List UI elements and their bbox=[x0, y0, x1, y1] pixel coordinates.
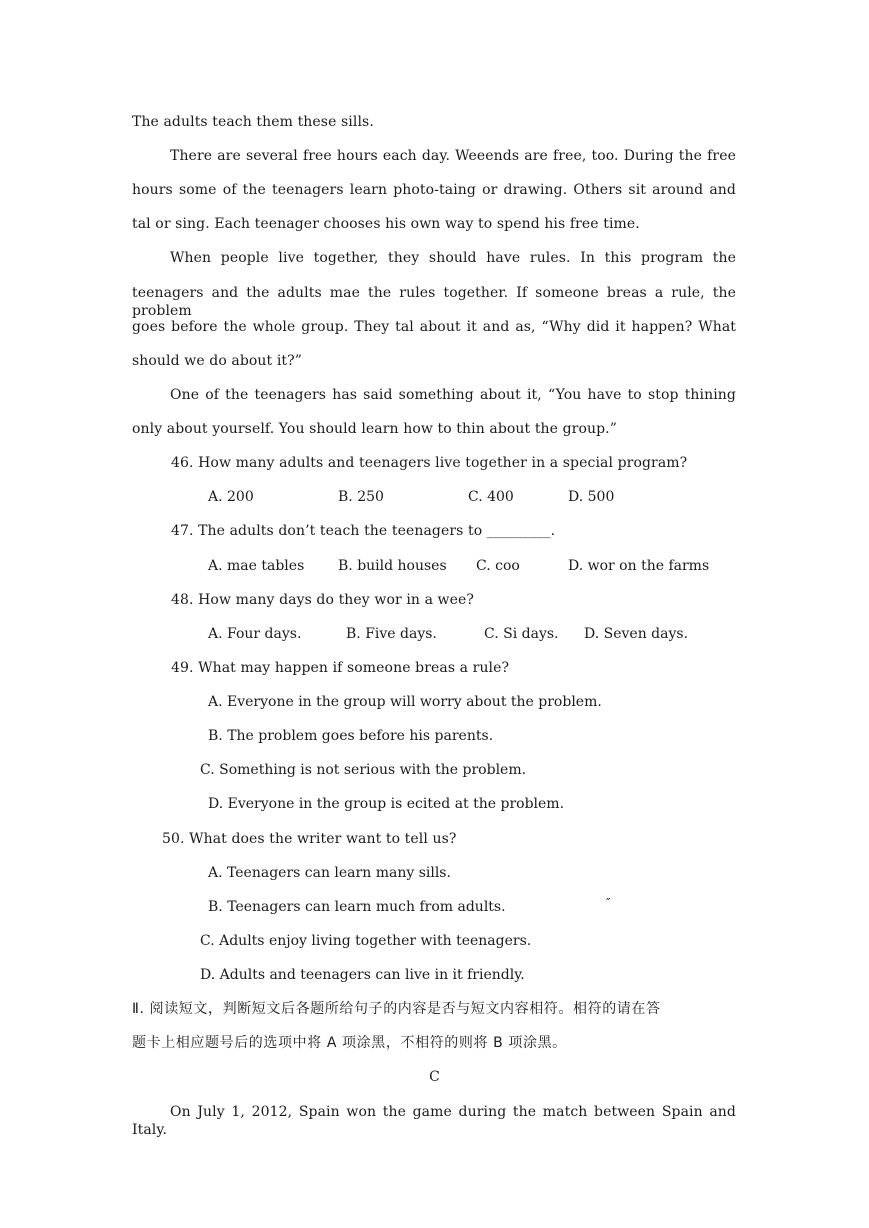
passage-line: teenagers and the adults mae the rules together. If someone breas a rule, the problem bbox=[132, 285, 736, 319]
question-50-option-b: B. Teenagers can learn much from adults. bbox=[208, 899, 506, 915]
passage-line: When people live together, they should have rules. In this program the bbox=[170, 250, 736, 266]
passage-heading: C bbox=[429, 1069, 440, 1085]
question-49-option-a: A. Everyone in the group will worry about the problem. bbox=[208, 694, 602, 710]
passage-line: goes before the whole group. They tal about it and as, “Why did it happen? What bbox=[132, 319, 736, 335]
question-50-stem: 50. What does the writer want to tell us? bbox=[162, 831, 457, 847]
section-2-instruction: 题卡上相应题号后的选项中将 A 项涂黑，不相符的则将 B 项涂黑。 bbox=[132, 1035, 567, 1051]
passage-line: should we do about it?” bbox=[132, 353, 302, 369]
question-50-option-a: A. Teenagers can learn many sills. bbox=[208, 865, 451, 881]
stray-mark: ″ bbox=[606, 896, 611, 910]
question-48-option-b: B. Five days. bbox=[346, 626, 437, 642]
question-50-option-d: D. Adults and teenagers can live in it friendly. bbox=[200, 967, 525, 983]
question-49-option-b: B. The problem goes before his parents. bbox=[208, 728, 494, 744]
passage-line: The adults teach them these sills. bbox=[132, 114, 374, 130]
passage-line: hours some of the teenagers learn photo-taing or drawing. Others sit around and bbox=[132, 182, 736, 198]
question-48-option-a: A. Four days. bbox=[208, 626, 302, 642]
question-47-stem: 47. The adults don’t teach the teenagers to _________. bbox=[171, 523, 556, 539]
question-49-option-c: C. Something is not serious with the problem. bbox=[200, 762, 527, 778]
question-47-option-b: B. build houses bbox=[338, 558, 447, 574]
question-46-stem: 46. How many adults and teenagers live together in a special program? bbox=[171, 455, 688, 471]
question-49-option-d: D. Everyone in the group is ecited at the problem. bbox=[208, 796, 565, 812]
passage-c-line: On July 1, 2012, Spain won the game during the match between Spain and Italy. bbox=[132, 1104, 736, 1138]
question-50-option-c: C. Adults enjoy living together with teenagers. bbox=[200, 933, 532, 949]
question-46-option-a: A. 200 bbox=[208, 489, 254, 505]
question-48-stem: 48. How many days do they wor in a wee? bbox=[171, 592, 475, 608]
question-47-option-d: D. wor on the farms bbox=[568, 558, 710, 574]
question-49-stem: 49. What may happen if someone breas a rule? bbox=[171, 660, 510, 676]
question-46-option-d: D. 500 bbox=[568, 489, 615, 505]
question-48-option-c: C. Si days. bbox=[484, 626, 559, 642]
question-48-option-d: D. Seven days. bbox=[584, 626, 689, 642]
passage-line: tal or sing. Each teenager chooses his own way to spend his free time. bbox=[132, 216, 640, 232]
passage-line: only about yourself. You should learn how to thin about the group.” bbox=[132, 421, 617, 437]
passage-line: There are several free hours each day. Weeends are free, too. During the free bbox=[170, 148, 736, 164]
question-46-option-b: B. 250 bbox=[338, 489, 384, 505]
question-46-option-c: C. 400 bbox=[468, 489, 514, 505]
question-47-option-a: A. mae tables bbox=[208, 558, 305, 574]
question-47-option-c: C. coo bbox=[476, 558, 520, 574]
section-2-instruction: Ⅱ. 阅读短文，判断短文后各题所给句子的内容是否与短文内容相符。相符的请在答 bbox=[132, 1001, 661, 1017]
passage-line: One of the teenagers has said something about it, “You have to stop thining bbox=[170, 387, 736, 403]
